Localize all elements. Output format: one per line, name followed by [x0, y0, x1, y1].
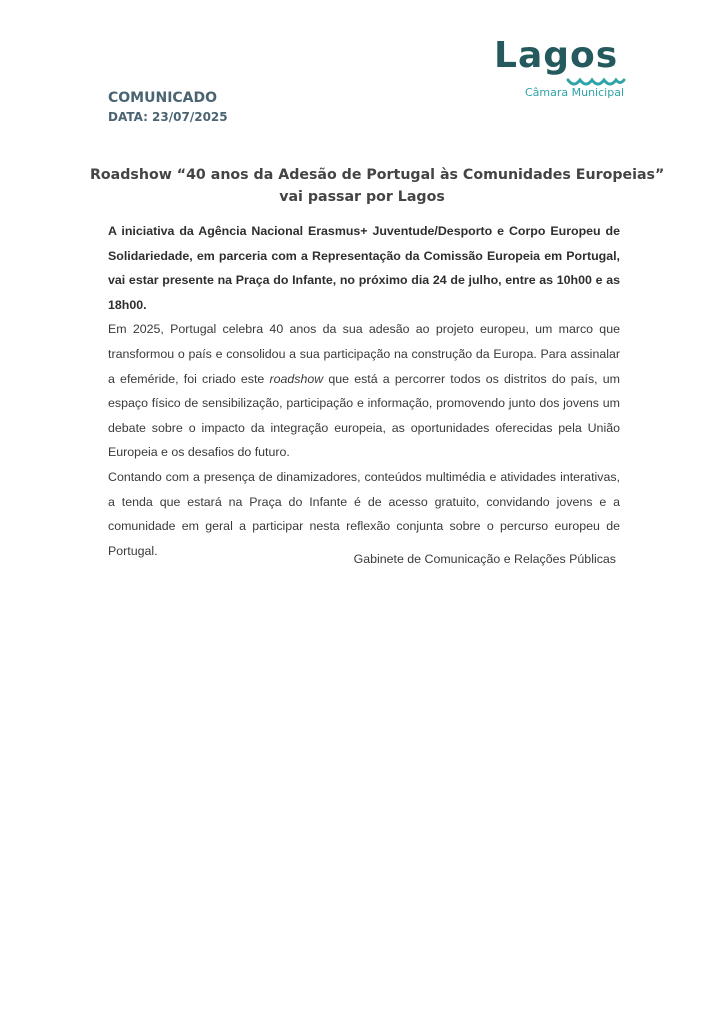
lagos-logo: [488, 36, 628, 106]
paragraph-2-text-end: que está a percorrer todos os distritos do país, um espaço físico de sensibilização, participação e informação, promovendo junto dos jovens um debate sobre o impacto da integração europeia, as oportunidades oferecidas pela União Europeia e os desafios do futuro.: [108, 371, 620, 460]
release-label: COMUNICADO: [108, 90, 218, 106]
headline-line-2: vai passar por Lagos: [279, 189, 445, 205]
logo-subtitle: Câmara Municipal: [524, 86, 624, 99]
body-paragraph-2: [108, 317, 620, 465]
release-date: DATA: 23/07/2025: [108, 110, 228, 124]
release-header: [108, 88, 228, 126]
signature: Gabinete de Comunicação e Relações Públicas: [353, 552, 616, 566]
logo-wordmark: Lagos: [494, 35, 619, 76]
paragraph-2-text-start: Em 2025, Portugal celebra 40 anos da sua adesão ao projeto europeu, um marco que transformou o país e consolidou a sua participação na construção da Europa. Para assinalar a efeméride, foi criado este: [108, 322, 620, 386]
headline-line-1: Roadshow “40 anos da Adesão de Portugal às Comunidades Europeias”: [90, 167, 665, 183]
lead-paragraph: A iniciativa da Agência Nacional Erasmus+ Juventude/Desporto e Corpo Europeu de Solidariedade, em parceria com a Representação da Comissão Europeia em Portugal, vai estar presente na Praça do Infante, no próximo dia 24 de julho, entre as 10h00 e as 18h00.: [108, 224, 620, 312]
release-body: [108, 219, 620, 563]
body-paragraph-3: Contando com a presença de dinamizadores, conteúdos multimédia e atividades interativas, a tenda que estará na Praça do Infante é de acesso gratuito, convidando jovens e a comunidade em geral a participar nesta reflexão conjunta sobre o percurso europeu de Portugal.: [108, 469, 620, 558]
roadshow-italic: roadshow: [269, 371, 324, 386]
release-headline: [90, 164, 665, 208]
